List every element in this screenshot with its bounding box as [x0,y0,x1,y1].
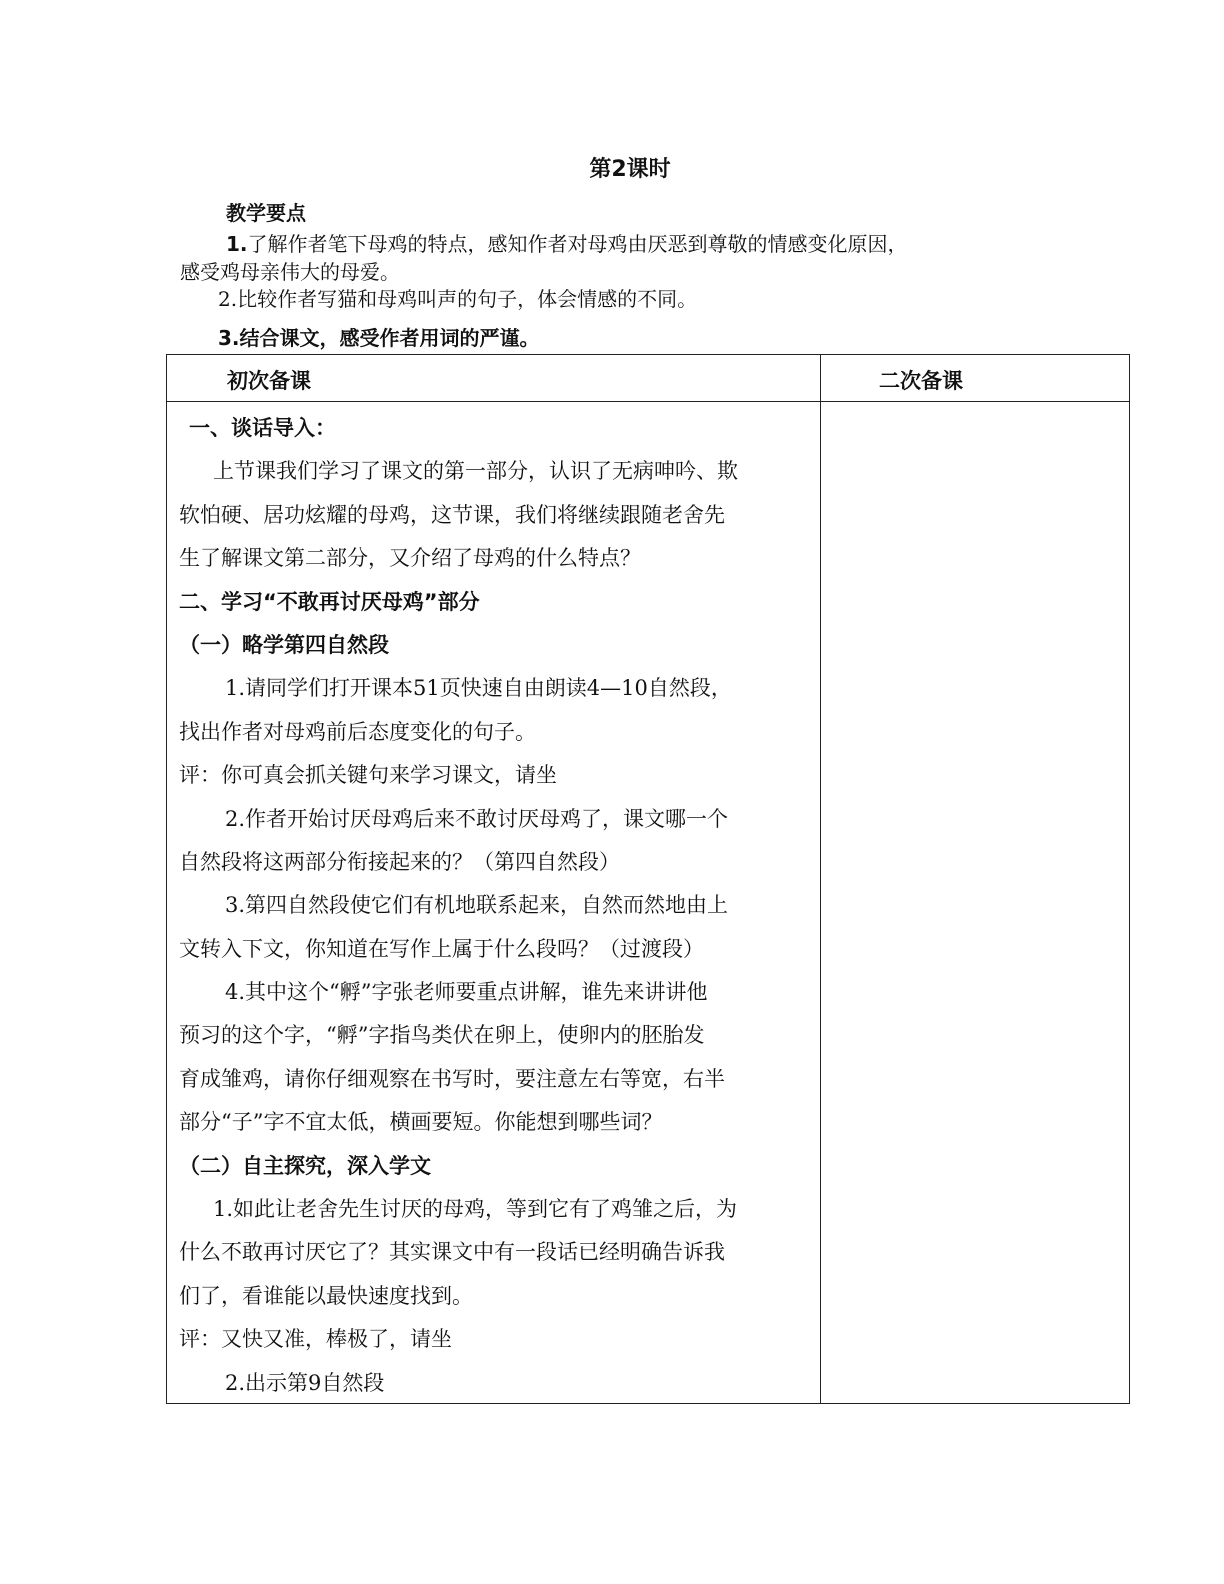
teaching-point-2: 2.比较作者写猫和母鸡叫声的句子，体会情感的不同。 [218,287,698,311]
content-line: 预习的这个字，“孵”字指鸟类伏在卵上，使卵内的胚胎发 [179,1023,705,1048]
content-line: 什么不敢再讨厌它了？其实课文中有一段话已经明确告诉我 [179,1240,725,1265]
content-line: 生了解课文第二部分，又介绍了母鸡的什么特点？ [179,546,641,571]
content-line: 文转入下文，你知道在写作上属于什么段吗？（过渡段） [179,936,704,961]
section-heading-intro: 一、谈话导入： [189,416,336,440]
comment-line: 评：又快又准，棒极了，请坐 [179,1327,452,1352]
content-line: 育成雏鸡，请你仔细观察在书写时，要注意左右等宽，右半 [179,1066,725,1091]
subsection-heading-one: （一）略学第四自然段 [179,632,389,657]
content-line: 1.如此让老舍先生讨厌的母鸡，等到它有了鸡雏之后，为 [213,1197,738,1222]
content-line: 4.其中这个“孵”字张老师要重点讲解，谁先来讲讲他 [225,980,708,1005]
section-heading-part-two: 二、学习“不敢再讨厌母鸡”部分 [179,589,480,614]
first-preparation-content [179,407,809,1405]
teaching-point-1-line-2: 感受鸡母亲伟大的母爱。 [180,260,400,284]
comment-line: 评：你可真会抓关键句来学习课文，请坐 [179,763,557,788]
content-line: 3.第四自然段使它们有机地联系起来，自然而然地由上 [225,893,729,918]
subsection-heading-two: （二）自主探究，深入学文 [179,1153,431,1178]
header-divider [167,401,1129,402]
teaching-point-1-number: 1. [226,232,248,256]
content-line: 找出作者对母鸡前后态度变化的句子。 [179,719,536,744]
teaching-points-heading: 教学要点 [226,201,306,225]
content-line: 2.作者开始讨厌母鸡后来不敢讨厌母鸡了，课文哪一个 [225,806,729,831]
content-line: 2.出示第9自然段 [225,1370,385,1395]
teaching-point-1-line-1 [226,229,908,259]
content-line: 1.请同学们打开课本51页快速自由朗读4—10自然段， [225,676,732,701]
lesson-plan-table [166,354,1130,1404]
content-line: 软怕硬、居功炫耀的母鸡，这节课，我们将继续跟随老舍先 [179,502,725,527]
teaching-point-3: 3.结合课文，感受作者用词的严谨。 [218,326,540,350]
column-divider [820,355,821,1403]
header-first-preparation: 初次备课 [227,369,311,393]
content-line: 自然段将这两部分衔接起来的？（第四自然段） [179,849,620,874]
header-second-preparation: 二次备课 [879,369,963,393]
content-line: 部分“子”字不宜太低，横画要短。你能想到哪些词？ [179,1110,663,1135]
teaching-point-1-text: 了解作者笔下母鸡的特点，感知作者对母鸡由厌恶到尊敬的情感变化原因， [247,232,908,256]
content-line: 上节课我们学习了课文的第一部分，认识了无病呻吟、欺 [213,459,738,484]
content-line: 们了，看谁能以最快速度找到。 [179,1283,473,1308]
page-title: 第2课时 [589,157,671,182]
